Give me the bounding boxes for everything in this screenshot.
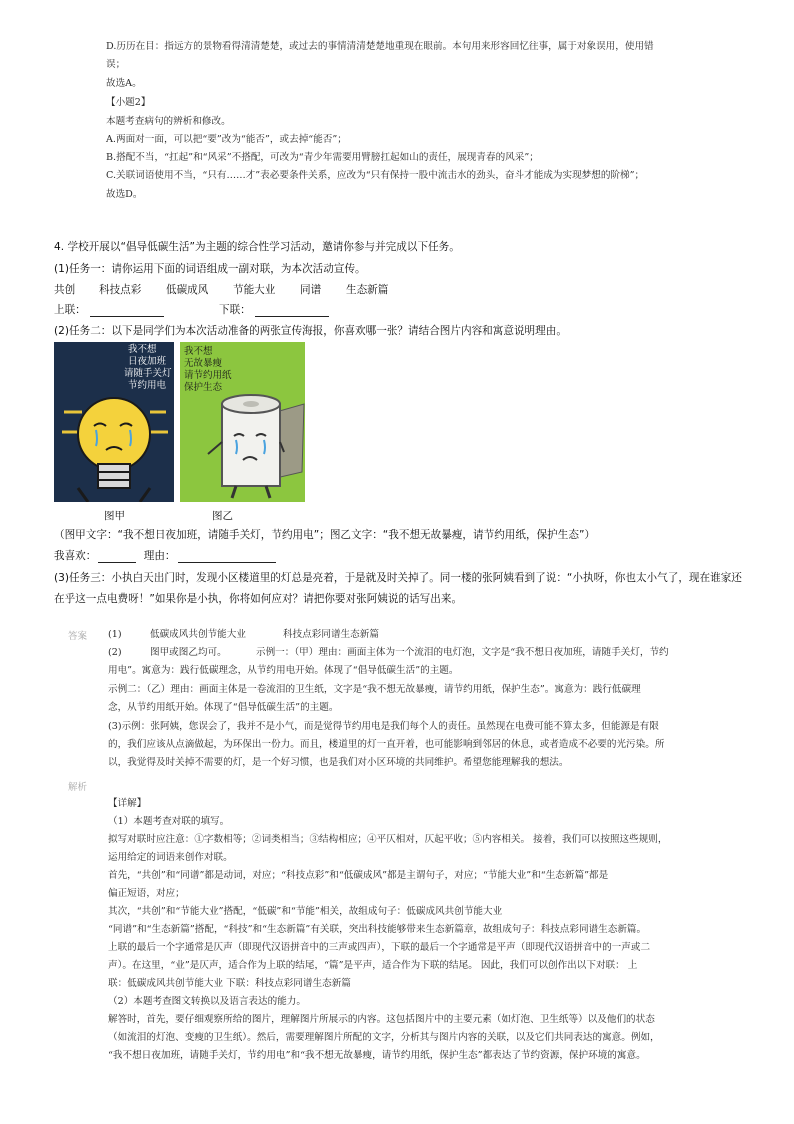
- answer-1-lower: 科技点彩同谱生态新篇: [283, 629, 379, 640]
- word-item: 节能大业: [233, 284, 276, 296]
- reason-blank[interactable]: [178, 552, 276, 563]
- task-2: (2)任务二：以下是同学们为本次活动准备的两张宣传海报，你喜欢哪一张？请结合图片内容和寓意说明理由。: [54, 325, 567, 337]
- question-title: 4. 学校开展以“倡导低碳生活”为主题的综合性学习活动，邀请你参与并完成以下任务。: [54, 241, 460, 253]
- option-b-fix: B.搭配不当，“扛起”和“风采”不搭配，可改为“青少年需要用臂膀扛起如山的责任，展现青春的风采”；: [106, 152, 539, 163]
- analysis-line: 其次，“共创”和“节能大业”搭配，“低碳”和“节能”相关，故组成句子：低碳成风共创节能大业: [108, 906, 503, 917]
- answer-2-example1: 示例一：（甲）理由：画面主体为一个流泪的电灯泡，文字是“我不想日夜加班，请随手关灯，节约: [256, 647, 669, 658]
- option-c-fix: C.关联词语使用不当，“只有……才”表必要条件关系，应改为“只有保持一股中流击水的劲头，奋斗才能成为实现梦想的阶梯”；: [106, 170, 645, 181]
- choose-a: 故选A。: [106, 78, 142, 89]
- poster-b: [180, 342, 305, 502]
- word-item: 生态新篇: [346, 284, 389, 296]
- answer-tag: 答案: [68, 631, 88, 642]
- answer-line: 念，从节约用纸开始。体现了“倡导低碳生活”的主题。: [108, 702, 339, 713]
- subquestion-2-intro: 本题考查病句的辨析和修改。: [106, 116, 231, 127]
- task-1: (1)任务一：请你运用下面的词语组成一副对联，为本次活动宣传。: [54, 263, 366, 275]
- analysis-line: “我不想日夜加班，请随手关灯，节约用电”和“我不想无故暴瘦，请节约用纸，保护生态”都表达了节约资源，保护环境的寓意。: [108, 1050, 646, 1061]
- analysis-line: 联：低碳成风共创节能大业 下联：科技点彩同谱生态新篇: [108, 978, 351, 989]
- lower-couplet-row: [219, 303, 329, 317]
- answer-line: 用电”。寓意为：践行低碳理念，从节约用电开始。体现了“倡导低碳生活”的主题。: [108, 665, 459, 676]
- word-item: 同谱: [300, 284, 322, 296]
- poster-b-line: 保护生态: [184, 382, 223, 393]
- poster-a-text: [124, 344, 172, 392]
- analysis-line: 偏正短语，对应；: [108, 888, 185, 899]
- choose-d: 故选D。: [106, 189, 143, 200]
- like-label: 我喜欢：: [54, 550, 97, 562]
- preference-row: [54, 549, 276, 563]
- upper-couplet-label: 上联：: [54, 304, 86, 316]
- analysis-line: 上联的最后一个字通常是仄声（即现代汉语拼音中的三声或四声），下联的最后一个字通常是平声（即现代汉语拼音中的一声或二: [108, 942, 651, 953]
- caption-b: 图乙: [212, 510, 233, 522]
- analysis-tag: 解析: [68, 782, 88, 793]
- analysis-line: “同谱”和“生态新篇”搭配，“科技”和“生态新篇”有关联，突出科技能够带来生态新篇章，故组成句子：科技点彩同谱生态新篇。: [108, 924, 647, 935]
- poster-a: [54, 342, 174, 502]
- poster-a-line: 节约用电: [128, 380, 167, 391]
- word-item: 科技点彩: [99, 284, 142, 296]
- analysis-line: 运用给定的词语来创作对联。: [108, 852, 233, 863]
- poster-b-line: 我不想: [184, 346, 213, 357]
- poster-caption: （图甲文字：“我不想日夜加班，请随手关灯，节约用电”；图乙文字：“我不想无故暴瘦，请节约用纸，保护生态”）: [54, 529, 596, 541]
- poster-b-line: 请节约用纸: [184, 370, 232, 381]
- word-item: 低碳成风: [166, 284, 209, 296]
- reason-label: 理由：: [143, 550, 176, 562]
- analysis-line: （2）本题考查图文转换以及语言表达的能力。: [108, 996, 306, 1007]
- answer-line: 示例二：（乙）理由：画面主体是一卷流泪的卫生纸，文字是“我不想无故暴瘦，请节约用纸，保护生态”。寓意为：践行低碳理: [108, 684, 641, 695]
- like-blank[interactable]: [98, 552, 136, 563]
- upper-couplet-row: [54, 303, 164, 317]
- analysis-line: 首先，“共创”和“同谱”都是动词，对应；“科技点彩”和“低碳成风”都是主谓句子，对应；“节能大业”和“生态新篇”都是: [108, 870, 609, 881]
- poster-b-line: 无故暴瘦: [184, 358, 223, 369]
- option-d-text: D.历历在目：指远方的景物看得清清楚楚，或过去的事情清清楚楚地重现在眼前。本句用来形容回忆往事，属于对象误用，使用错: [106, 41, 654, 52]
- answer-line: 的，我们应该从点滴做起，为环保出一份力。而且，楼道里的灯一直开着，也可能影响到邻居的休息，或者造成不必要的光污染。所: [108, 739, 665, 750]
- analysis-line: 拟写对联时应注意：①字数相等；②词类相当；③结构相应；④平仄相对，仄起平收；⑤内容相关。 接着，我们可以按照这些规则，: [108, 834, 668, 845]
- analysis-line: （如流泪的灯泡、变瘦的卫生纸）。然后，需要理解图片所配的文字，分析其与图片内容的关联，以及它们共同表达的寓意。例如，: [108, 1032, 660, 1043]
- lower-couplet-label: 下联：: [219, 304, 251, 316]
- word-item: 共创: [54, 284, 76, 296]
- answer-2-num: (2): [108, 647, 122, 658]
- task-3-line2: 在乎这一点电费呀！”如果你是小执，你将如何应对？请把你要对张阿姨说的话写出来。: [54, 593, 463, 605]
- poster-b-text: [184, 346, 232, 394]
- analysis-line: （1）本题考查对联的填写。: [108, 816, 230, 827]
- poster-a-line: 请随手关灯: [124, 368, 172, 379]
- caption-a: 图甲: [104, 510, 125, 522]
- upper-couplet-blank[interactable]: [90, 306, 164, 317]
- analysis-line: 解答时，首先，要仔细观察所给的图片，理解图片所展示的内容。这包括图片中的主要元素（如灯泡、卫生纸等）以及他们的状态: [108, 1014, 655, 1025]
- option-d-text-cont: 误；: [106, 59, 126, 70]
- answer-1-num: (1): [108, 629, 122, 640]
- answer-1-upper: 低碳成风共创节能大业: [150, 629, 246, 640]
- subquestion-2-heading: 【小题2】: [106, 97, 151, 108]
- poster-a-line: 日夜加班: [128, 356, 167, 367]
- option-a-fix: A.两面对一面，可以把“要”改为“能否”，或去掉“能否”；: [106, 134, 347, 145]
- detail-heading: 【详解】: [108, 798, 147, 809]
- answer-2-choice: 图甲或图乙均可。: [150, 647, 227, 658]
- poster-a-line: 我不想: [128, 344, 157, 355]
- lower-couplet-blank[interactable]: [255, 306, 329, 317]
- task-3-line1: (3)任务三：小执白天出门时，发现小区楼道里的灯总是亮着，于是就及时关掉了。同一楼的张阿姨看到了说：“小执呀，你也太小气了，现在谁家还: [54, 572, 742, 584]
- analysis-line: 声）。在这里，“业”是仄声，适合作为上联的结尾，“篇”是平声，适合作为下联的结尾。 因此，我们可以创作出以下对联： 上: [108, 960, 638, 971]
- answer-line: (3)示例：张阿姨，您误会了，我并不是小气，而是觉得节约用电是我们每个人的责任。虽然现在电费可能不算太多，但能源是有限: [108, 721, 659, 732]
- answer-line: 以，我觉得及时关掉不需要的灯，是一个好习惯，也是我们对小区环境的共同维护。希望您能理解我的想法。: [108, 757, 569, 768]
